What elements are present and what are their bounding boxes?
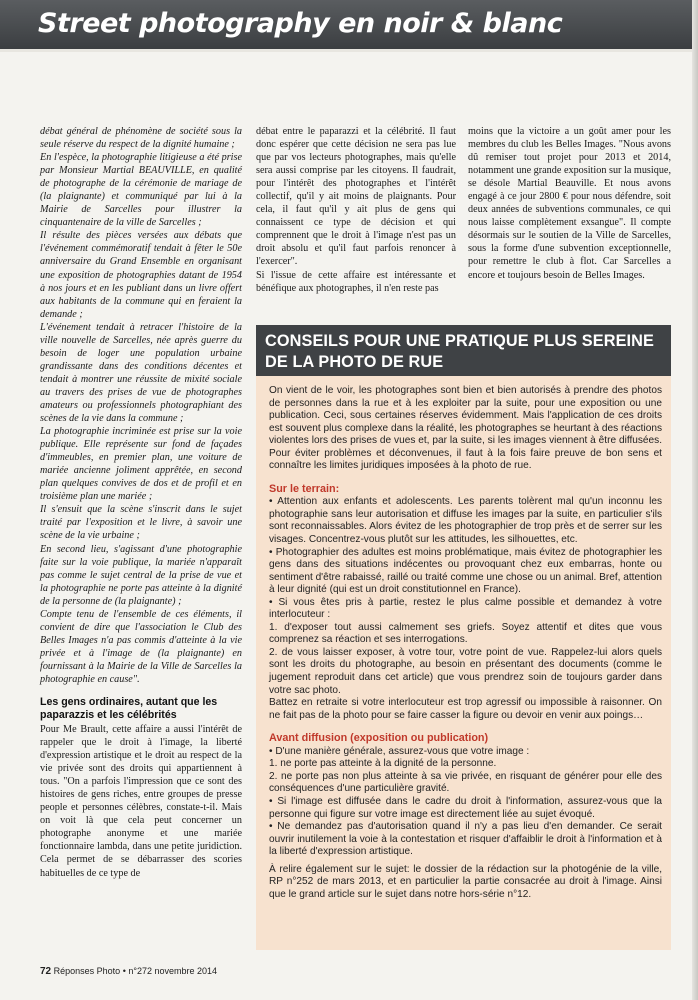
paragraph: La photographie incriminée est prise sur la voie publique. Elle représente sur fond de façades d'immeubles, en premier plan, une voiture de mariée ancienne joliment apprêtée, en second plan quelques convives de dos et de profil et en troisième plan une mariée ; [40, 426, 242, 503]
tip-item: 1. d'exposer tout aussi calmement ses griefs. Soyez attentif et dites que vous comprenez sa réaction et ses interrogations. [269, 621, 662, 646]
intro-paragraph: On vient de le voir, les photographes sont bien et bien autorisés à prendre des photos de personnes dans la rue et à les exploiter par la suite, pour une exposition ou une publication. Ceci, sous certaines réserves évidemment. Mais l'application de ces droits est souvent plus complexe dans la réalité, les photographes se heurtant à des réactions violentes lors des prises de vues et, par la suite, si les images viennent à être diffusées. Pour éviter problèmes et déconvenues, il faut à la fois faire preuve de bon sens et connaître les limites juridiques imposées à la photo de rue. [269, 385, 662, 472]
tip-item: • Attention aux enfants et adolescents. Les parents tolèrent mal qu'un inconnu les photographie sans leur autorisation et diffuse les images par la suite, en particulier s'ils sont reconnaissables. Alors évitez de les photographier de trop près et de serrer sur les visages. Concentrez-vous plutôt sur les attitudes, les silhouettes, etc. [269, 496, 662, 546]
paragraph: Il résulte des pièces versées aux débats que l'événement commémoratif tendait à fêter le 50e anniversaire du Grand Ensemble en organisant une exposition de photographies datant de 1954 à nos jours et en les publiant dans un livre offert aux habitants de la commune qui en feraient la demande ; [40, 230, 242, 320]
column-1 [40, 125, 242, 880]
paragraph: moins que la victoire a un goût amer pour les membres du club les Belles Images. "Nous avons dû remiser tout projet pour 2013 et 2014, notamment une grande exposition sur la musique, se désole Martial Beauville. Et nous avons engagé à ce jour 2800 € pour nous défendre, soit deux années de subventions communales, ce qui nous laisse complètement exsangue". Il compte désormais sur le soutien de la Ville de Sarcelles, sous la forme d'une subvention exceptionnelle, pour remettre le club à flot. Car Sarcelles a encore et toujours besoin de Belles Images. [468, 126, 671, 281]
paragraph: débat entre le paparazzi et la célébrité. Il faut donc espérer que cette décision ne sera pas lue que par vos lecteurs photographes, mais qu'elle sera aussi comprise par les citoyens. Il faudrait, pour l'intérêt des photographes et l'intérêt collectif, qu'il y ait moins de plaignants. Pour cela, il faut qu'il y ait plus de gens qui connaissent ce type de décision et qui comprennent que le droit à l'image n'est pas un droit absolu et qu'il faut parfois renoncer à l'exercer". [256, 126, 456, 268]
section-heading-diffusion: Avant diffusion (exposition ou publication) [269, 732, 489, 745]
paragraph: L'événement tendait à retracer l'histoire de la ville nouvelle de Sarcelles, née après guerre du besoin de loger une population urbaine grandissante dans des conditions décentes et tendait à montrer une réussite de mixité sociale au travers des prises de vue de photographes amateurs ou professionnels photographiant des scènes de la vie dans la commune ; [40, 321, 242, 425]
paragraph: Si l'issue de cette affaire est intéressante et bénéfique aux photographes, il n'en reste pas [256, 269, 456, 294]
advice-box [256, 325, 671, 950]
tip-item: • Si l'image est diffusée dans le cadre du droit à l'information, assurez-vous que la personne qui figure sur votre image est directement liée au sujet évoqué. [269, 795, 662, 820]
page-footer [40, 966, 217, 977]
tip-item: • Photographier des adultes est moins problématique, mais évitez de photographier les gens dans des situations indécentes ou provoquant chez eux embarras, honte ou sentiment d'être rabaissé, raillé ou traité comme une chose ou un animal. Bref, attention à leur dignité (qui est un droit constitutionnel en France). [269, 546, 662, 596]
paragraph: En l'espèce, la photographie litigieuse a été prise par Monsieur Martial BEAUVILLE, en qualité de photographe de la cérémonie de mariage de (la plaignante) et communiqué par lui à la Mairie de Sarcelles pour illustrer la cinquantenaire de la ville de Sarcelles ; [40, 152, 242, 229]
paragraph: Pour Me Brault, cette affaire a aussi l'intérêt de rappeler que le droit à l'image, la liberté d'expression artistique et le droit au respect de la vie privée sont des droits qui appartiennent à tous. "On a parfois l'impression que ce sont des histoires de gens riches, entre groupes de presse people et personnes célèbres, constate-t-il. Mais on voit là que cela peut concerner un photographe anonyme et une mariée fonctionnaire lambda, dans une petite juridiction. Cela permet de se débarrasser des scories habituelles de ce type de [40, 724, 242, 879]
page-number: 72 [40, 966, 52, 977]
paragraph: Compte tenu de l'ensemble de ces éléments, il convient de dire que l'association le Club des Belles Images n'a pas commis d'atteinte à la vie privée et à l'image de (la plaignante) en fournissant à la Mairie de la Ville de Sarcelles la photographie en cause". [40, 608, 242, 685]
page-spine-shadow [692, 0, 698, 1000]
tip-item: • Ne demandez pas d'autorisation quand il n'y a pas lieu d'en demander. Ce serait ouvrir inutilement la voie à la contestation et risquer d'affaiblir le droit à l'information et à la liberté d'expression artistique. [269, 821, 662, 858]
section-heading-field: Sur le terrain: [269, 482, 340, 495]
tip-item: 2. de vous laisser exposer, à votre tour, votre point de vue. Rappelez-lui alors quels sont les droits du photographe, au besoin en présentant des documents (comme le jugement reproduit dans cet article) que vous prendrez soin de toujours garder dans votre sac photo. [269, 646, 662, 696]
section-title: Street photography en noir & blanc [38, 8, 563, 39]
tip-item: • D'une manière générale, assurez-vous que votre image : [269, 745, 530, 757]
tip-item: 1. ne porte pas atteinte à la dignité de la personne. [269, 758, 497, 770]
paragraph: En second lieu, s'agissant d'une photographie faite sur la voie publique, la mariée n'apparaît pas comme le sujet central de la prise de vue et la photographie ne porte pas atteinte à la dignité de la personne de (la plaignante) ; [40, 543, 242, 607]
paragraph: Il s'ensuit que la scène s'inscrit dans le sujet traité par l'exposition et le livre, à savoir une scène de la vie urbaine ; [40, 504, 242, 542]
tip-item: • Si vous êtes pris à partie, restez le plus calme possible et demandez à votre interlocuteur : [269, 596, 662, 621]
section-header-bar [0, 0, 698, 52]
tip-item: 2. ne porte pas non plus atteinte à sa vie privée, en risquant de générer pour elle des conséquences d'une particulière gravité. [269, 770, 662, 795]
column-2 [256, 125, 456, 295]
issue-info: Réponses Photo • n°272 novembre 2014 [53, 966, 218, 976]
column-3 [468, 125, 671, 282]
subheading: Les gens ordinaires, autant que les paparazzis et les célébrités [40, 696, 218, 721]
advice-box-title: CONSEILS POUR UNE PRATIQUE PLUS SEREINE DE LA PHOTO DE RUE [256, 325, 671, 376]
reference-note: À relire également sur le sujet: le dossier de la rédaction sur la photogénie de la ville, RP n°252 de mars 2013, et en particulier la partie consacrée au droit à l'image. Ainsi que le grand article sur le sujet dans notre hors-série n°12. [269, 863, 662, 900]
advice-box-body [269, 385, 662, 901]
tip-item: Battez en retraite si votre interlocuteur est trop agressif ou impossible à raisonner. On ne fait pas de la photo pour se faire casser la figure ou devoir en venir aux poings… [269, 697, 662, 721]
paragraph: débat général de phénomène de société sous la seule réserve du respect de la dignité humaine ; [40, 126, 242, 151]
